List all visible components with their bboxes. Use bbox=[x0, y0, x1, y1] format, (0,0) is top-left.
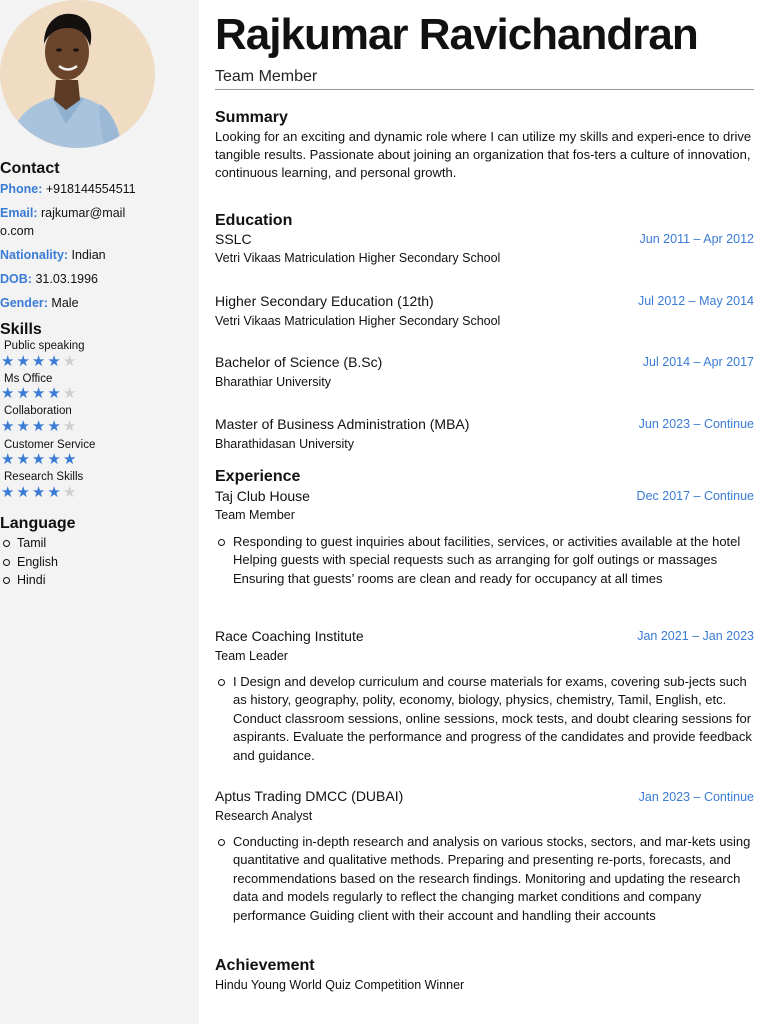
skill-name: Ms Office bbox=[4, 373, 53, 385]
skill-rating bbox=[1, 354, 78, 370]
experience-bullets bbox=[215, 533, 754, 588]
education-dates: Jun 2023 – Continue bbox=[638, 417, 754, 431]
experience-dates: Jan 2023 – Continue bbox=[638, 790, 754, 804]
phone-label: Phone: bbox=[0, 182, 43, 196]
summary-heading: Summary bbox=[215, 109, 288, 126]
star-filled-icon: ★ bbox=[31, 418, 48, 435]
skills-heading: Skills bbox=[0, 321, 42, 338]
profile-photo bbox=[0, 0, 155, 148]
star-filled-icon: ★ bbox=[31, 353, 48, 370]
contact-heading: Contact bbox=[0, 160, 60, 177]
experience-dates: Dec 2017 – Continue bbox=[636, 489, 754, 503]
education-institution: Vetri Vikaas Matriculation Higher Secondary School bbox=[215, 314, 501, 328]
star-filled-icon: ★ bbox=[31, 451, 48, 468]
experience-bullets bbox=[215, 833, 754, 925]
experience-bullet: Responding to guest inquiries about facilities, services, or activities available at the hotel Helping guests with special requests such as arranging for golf outings or massages Ensuring that guests’ rooms are clean and ready for occupancy at all times bbox=[215, 533, 754, 588]
education-institution: Bharathidasan University bbox=[215, 437, 354, 451]
star-filled-icon: ★ bbox=[1, 385, 17, 402]
nationality-value: Indian bbox=[71, 248, 106, 262]
contact-gender bbox=[0, 294, 196, 312]
contact-email bbox=[0, 204, 196, 240]
email-label: Email: bbox=[0, 206, 38, 220]
star-filled-icon: ★ bbox=[1, 418, 17, 435]
sidebar bbox=[0, 0, 199, 1024]
gender-value: Male bbox=[51, 296, 79, 310]
experience-bullet: I Design and develop curriculum and course materials for exams, covering sub-jects such as history, geography, polity, economy, biology, physics, chemistry, Tamil, English, etc. Conduct classroom sessions, online sessions, mock tests, and doubt clearing sessions for aspirants. Evaluate the performance and progress of the candidates and provide feedback and guidance. bbox=[215, 673, 754, 765]
candidate-role: Team Member bbox=[215, 68, 318, 85]
education-title: SSLC bbox=[215, 231, 252, 247]
skill-rating bbox=[1, 485, 78, 501]
star-filled-icon: ★ bbox=[47, 418, 63, 435]
dob-label: DOB: bbox=[0, 272, 32, 286]
star-filled-icon: ★ bbox=[16, 484, 32, 501]
language-item: Tamil bbox=[0, 534, 58, 553]
star-filled-icon: ★ bbox=[31, 484, 48, 501]
language-heading: Language bbox=[0, 515, 76, 532]
education-title: Master of Business Administration (MBA) bbox=[215, 416, 470, 432]
gender-label: Gender: bbox=[0, 296, 48, 310]
experience-position: Team Leader bbox=[215, 649, 288, 663]
email-value-part2: o.com bbox=[0, 224, 35, 238]
skill-rating bbox=[1, 386, 78, 402]
dob-value: 31.03.1996 bbox=[35, 272, 98, 286]
experience-dates: Jan 2021 – Jan 2023 bbox=[637, 629, 754, 643]
star-filled-icon: ★ bbox=[62, 451, 79, 468]
education-title: Higher Secondary Education (12th) bbox=[215, 293, 434, 309]
star-filled-icon: ★ bbox=[16, 385, 32, 402]
contact-nationality bbox=[0, 246, 196, 264]
experience-bullet: Conducting in-depth research and analysis on various stocks, sectors, and mar-kets using quantitative and qualitative methods. Preparing and presenting re-ports, forecasts, and recommendations based on the research findings. Monitoring and updating the research data and models regularly to reflect the changing market conditions and company performance Guiding client with their account and handling their accounts bbox=[215, 833, 754, 925]
header-divider bbox=[215, 89, 754, 90]
star-empty-icon: ★ bbox=[62, 484, 79, 501]
language-list bbox=[0, 534, 58, 590]
education-heading: Education bbox=[215, 212, 293, 229]
education-dates: Jun 2011 – Apr 2012 bbox=[639, 232, 754, 246]
star-empty-icon: ★ bbox=[62, 418, 79, 435]
star-filled-icon: ★ bbox=[47, 353, 63, 370]
experience-company: Taj Club House bbox=[215, 488, 310, 504]
experience-bullets bbox=[215, 673, 754, 765]
achievement-heading: Achievement bbox=[215, 957, 315, 974]
education-institution: Bharathiar University bbox=[215, 375, 332, 389]
experience-position: Research Analyst bbox=[215, 809, 313, 823]
education-dates: Jul 2014 – Apr 2017 bbox=[642, 355, 754, 369]
contact-phone bbox=[0, 180, 196, 198]
summary-text: Looking for an exciting and dynamic role where I can utilize my skills and experi-ence to drive tangible results. Passionate about joining an organization that fos-ters a culture of innovation, continuous learning, and personal growth. bbox=[215, 129, 752, 180]
experience-position: Team Member bbox=[215, 508, 295, 522]
language-item: English bbox=[0, 553, 58, 572]
achievement-text: Hindu Young World Quiz Competition Winner bbox=[215, 978, 465, 992]
star-filled-icon: ★ bbox=[16, 418, 32, 435]
candidate-name: Rajkumar Ravichandran bbox=[215, 10, 698, 59]
star-filled-icon: ★ bbox=[1, 353, 17, 370]
skill-name: Customer Service bbox=[4, 439, 96, 451]
skill-rating bbox=[1, 419, 78, 435]
education-dates: Jul 2012 – May 2014 bbox=[637, 294, 754, 308]
star-filled-icon: ★ bbox=[47, 451, 63, 468]
education-institution: Vetri Vikaas Matriculation Higher Secondary School bbox=[215, 251, 501, 265]
experience-company: Race Coaching Institute bbox=[215, 628, 364, 644]
education-title: Bachelor of Science (B.Sc) bbox=[215, 354, 383, 370]
skill-name: Collaboration bbox=[4, 405, 72, 417]
star-filled-icon: ★ bbox=[47, 385, 63, 402]
skill-rating bbox=[1, 452, 78, 468]
star-filled-icon: ★ bbox=[1, 484, 17, 501]
skill-name: Public speaking bbox=[4, 340, 85, 352]
language-item: Hindi bbox=[0, 571, 58, 590]
star-filled-icon: ★ bbox=[16, 451, 32, 468]
star-filled-icon: ★ bbox=[31, 385, 48, 402]
star-filled-icon: ★ bbox=[1, 451, 17, 468]
star-empty-icon: ★ bbox=[62, 353, 79, 370]
star-filled-icon: ★ bbox=[16, 353, 32, 370]
star-filled-icon: ★ bbox=[47, 484, 63, 501]
phone-value: +918144554511 bbox=[45, 182, 136, 196]
email-value-part1: rajkumar@mail bbox=[41, 206, 126, 220]
skill-name: Research Skills bbox=[4, 471, 84, 483]
experience-company: Aptus Trading DMCC (DUBAI) bbox=[215, 788, 404, 804]
contact-dob bbox=[0, 270, 196, 288]
experience-heading: Experience bbox=[215, 468, 301, 485]
nationality-label: Nationality: bbox=[0, 248, 69, 262]
star-empty-icon: ★ bbox=[62, 385, 79, 402]
